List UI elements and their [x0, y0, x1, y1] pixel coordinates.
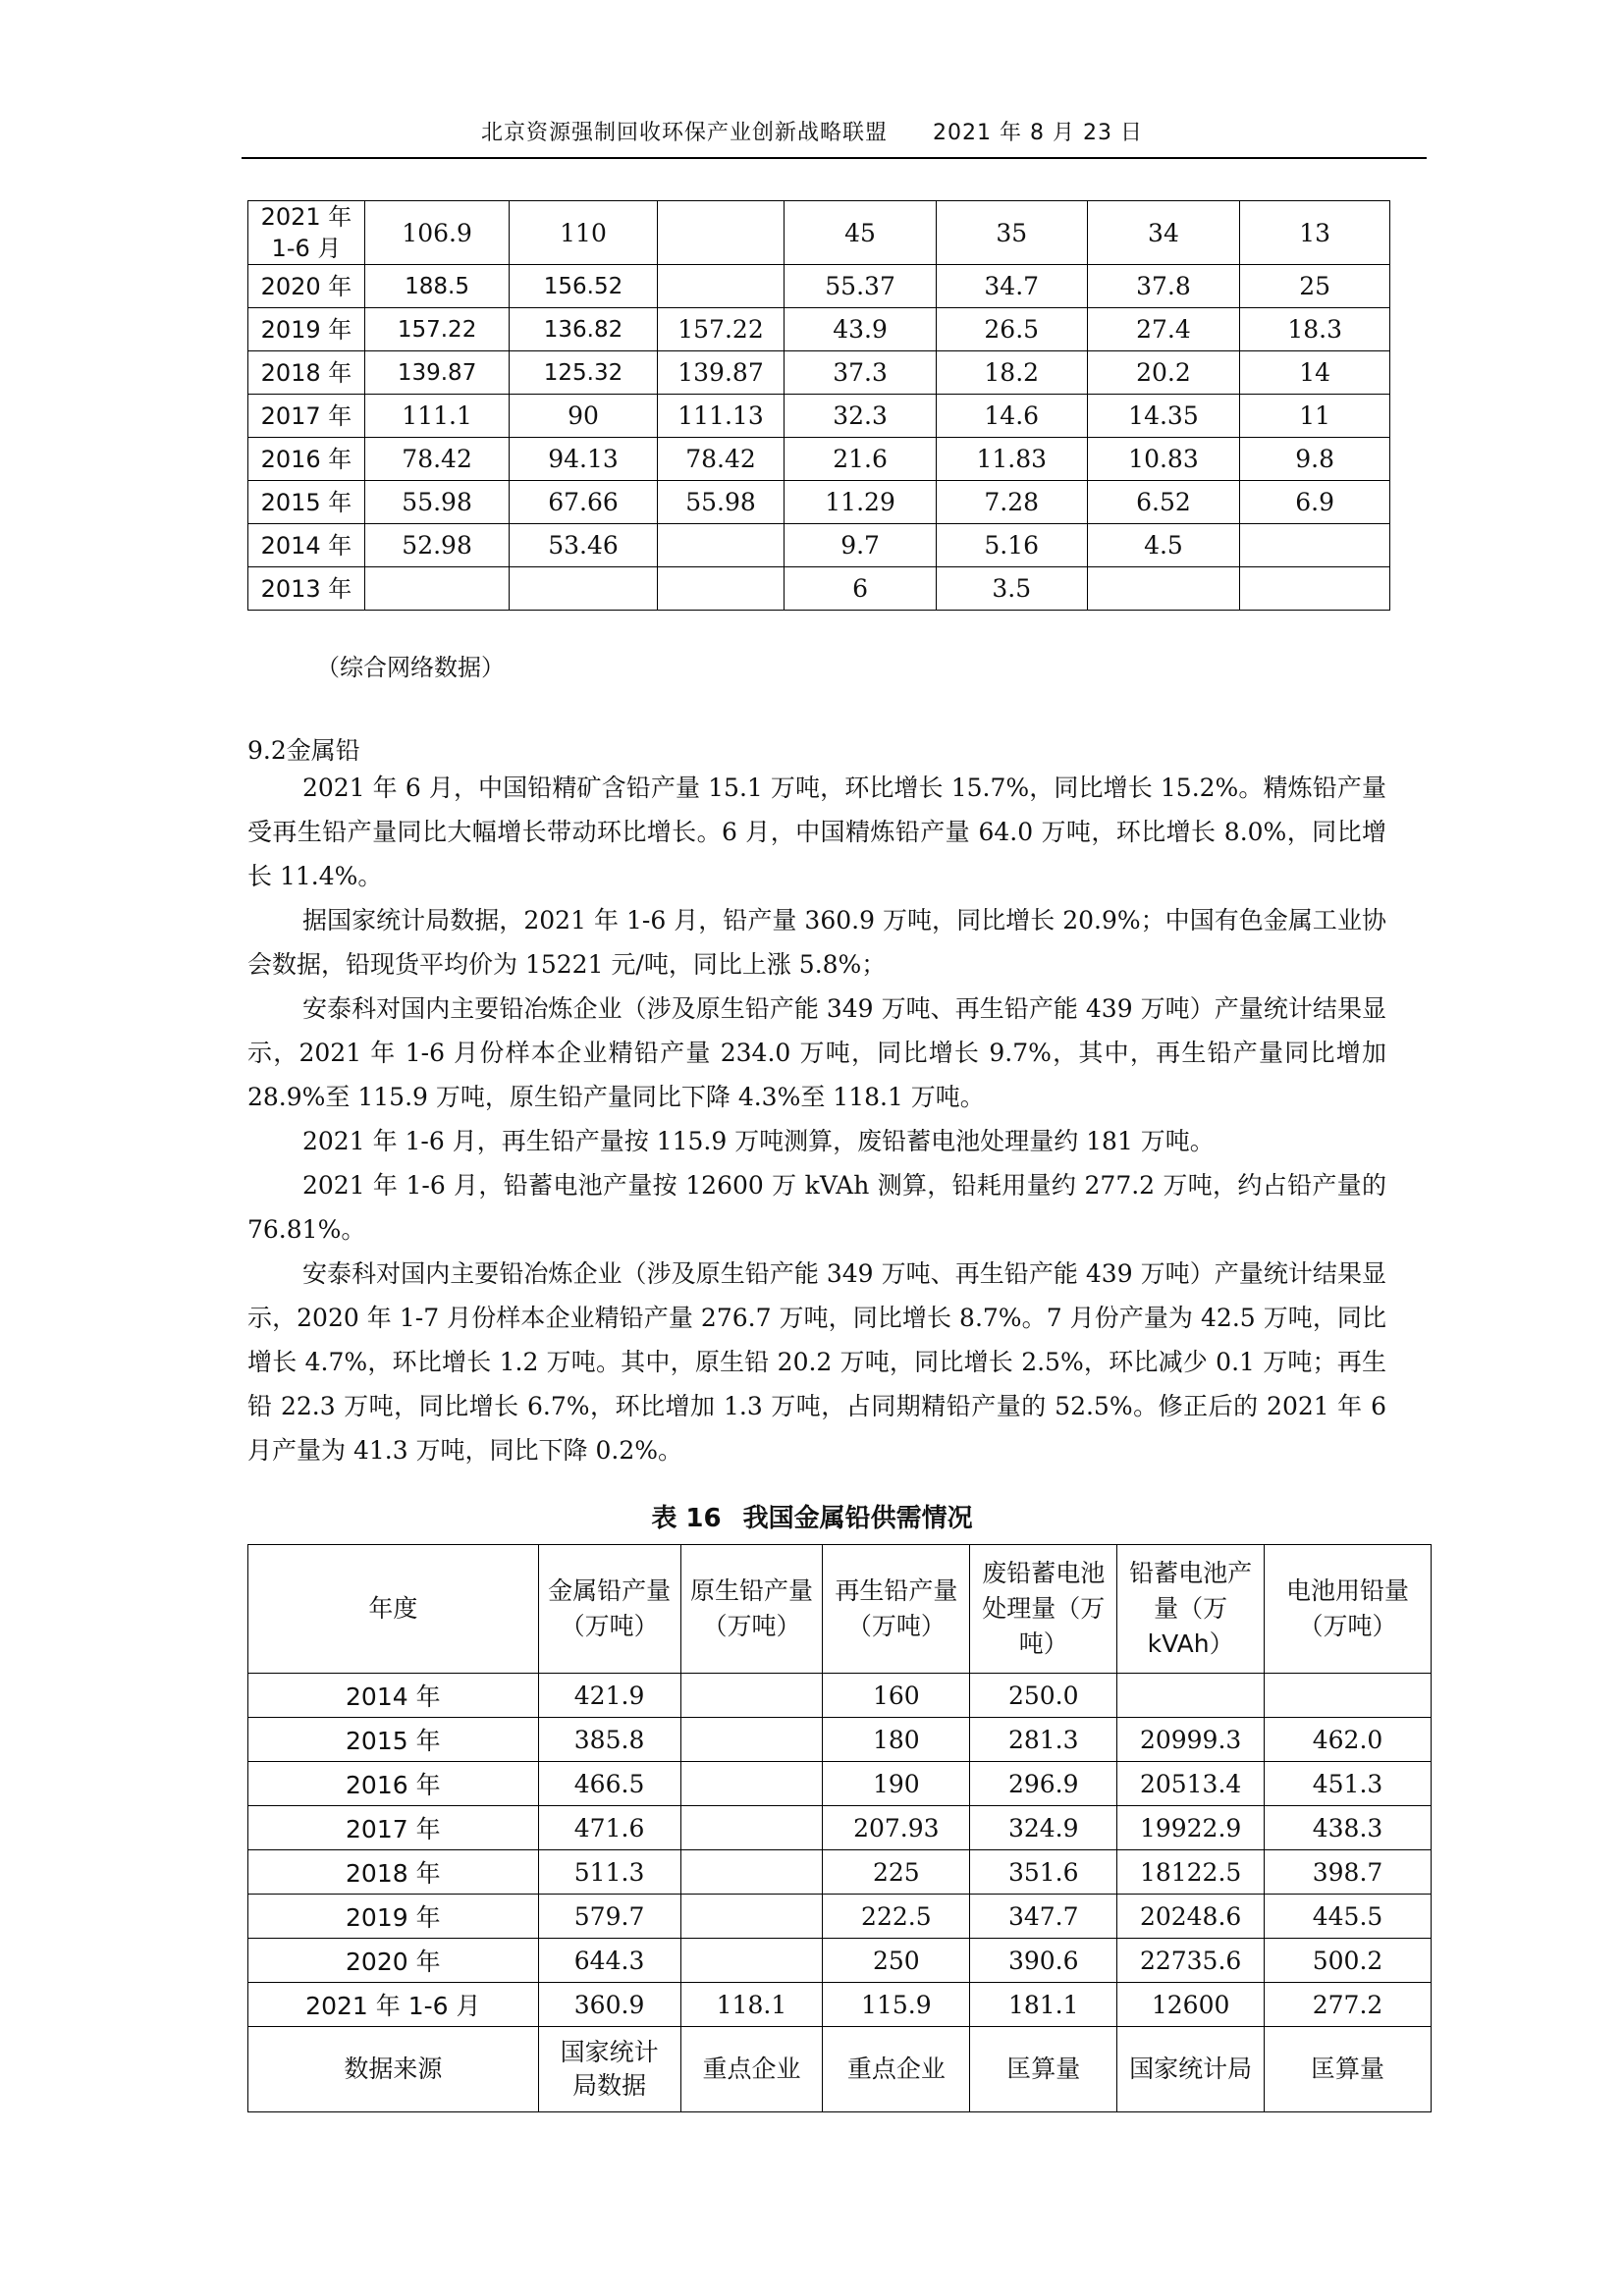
header-divider: [242, 157, 1427, 159]
table-cell: 26.5: [936, 308, 1087, 351]
column-header: 年度: [248, 1545, 539, 1674]
table-row: [248, 481, 1390, 524]
table-row: [248, 201, 1390, 265]
column-header: 原生铅产量（万吨）: [680, 1545, 823, 1674]
table-row: [248, 1850, 1432, 1895]
row-year-cell: 2016 年: [248, 438, 365, 481]
table-cell: 438.3: [1265, 1806, 1432, 1850]
table-cell: 445.5: [1265, 1895, 1432, 1939]
paragraph-2: 据国家统计局数据，2021 年 1-6 月，铅产量 360.9 万吨，同比增长 20.9%；中国有色金属工业协会数据，铅现货平均价为 15221 元/吨，同比上涨 5.8%；: [247, 906, 1386, 979]
source-cell: 国家统计局: [1117, 2027, 1265, 2112]
table-cell: 181.1: [970, 1983, 1117, 2027]
table-cell: 20513.4: [1117, 1762, 1265, 1806]
table-cell: 180: [823, 1718, 970, 1762]
table-cell: 11.83: [936, 438, 1087, 481]
table-cell: 78.42: [364, 438, 509, 481]
table-cell: [510, 567, 658, 611]
table-cell: [680, 1895, 823, 1939]
table-cell: 37.3: [785, 351, 937, 395]
table-cell: 78.42: [657, 438, 784, 481]
table-cell: 360.9: [538, 1983, 680, 2027]
source-cell: 重点企业: [823, 2027, 970, 2112]
table-cell: [1240, 567, 1390, 611]
table-cell: 324.9: [970, 1806, 1117, 1850]
table-cell: 53.46: [510, 524, 658, 567]
column-header: 金属铅产量（万吨）: [538, 1545, 680, 1674]
table-cell: 421.9: [538, 1674, 680, 1718]
table-cell: 250.0: [970, 1674, 1117, 1718]
table-cell: 500.2: [1265, 1939, 1432, 1983]
table-cell: [680, 1674, 823, 1718]
table-cell: 136.82: [510, 308, 658, 351]
table-cell: 157.22: [657, 308, 784, 351]
table-cell: 14.35: [1087, 395, 1240, 438]
table-cell: 125.32: [510, 351, 658, 395]
table-cell: [1240, 524, 1390, 567]
table-cell: 20.2: [1087, 351, 1240, 395]
row-year-cell: 2020 年: [248, 265, 365, 308]
table-cell: [1087, 567, 1240, 611]
table-row: [248, 1762, 1432, 1806]
table-cell: [680, 1762, 823, 1806]
table-cell: 188.5: [364, 265, 509, 308]
table-cell: 37.8: [1087, 265, 1240, 308]
row-year-cell: 2015 年: [248, 481, 365, 524]
table-cell: 21.6: [785, 438, 937, 481]
table-cell: 207.93: [823, 1806, 970, 1850]
table-row: [248, 351, 1390, 395]
table-15-source: （综合网络数据）: [316, 654, 505, 681]
row-year-cell: 2019 年: [248, 308, 365, 351]
table-cell: 110: [510, 201, 658, 265]
header-org: 北京资源强制回收环保产业创新战略联盟: [481, 121, 889, 145]
row-year-cell: 2013 年: [248, 567, 365, 611]
table-cell: 14.6: [936, 395, 1087, 438]
table-cell: 45: [785, 201, 937, 265]
table-cell: 3.5: [936, 567, 1087, 611]
row-year-cell: 2017 年: [248, 1806, 539, 1850]
table-cell: 34.7: [936, 265, 1087, 308]
source-cell: 匡算量: [1265, 2027, 1432, 2112]
table-cell: 4.5: [1087, 524, 1240, 567]
table-cell: [657, 265, 784, 308]
table-cell: 35: [936, 201, 1087, 265]
source-row: [248, 2027, 1432, 2112]
row-year-cell: 2021 年 1-6 月: [248, 201, 365, 265]
table-cell: 18.3: [1240, 308, 1390, 351]
source-label-cell: 数据来源: [248, 2027, 539, 2112]
table-cell: [657, 524, 784, 567]
table-cell: 6: [785, 567, 937, 611]
row-year-cell: 2016 年: [248, 1762, 539, 1806]
table-cell: 9.7: [785, 524, 937, 567]
table-cell: 14: [1240, 351, 1390, 395]
table-cell: 190: [823, 1762, 970, 1806]
row-year-cell: 2018 年: [248, 351, 365, 395]
table-row: [248, 567, 1390, 611]
row-year-cell: 2017 年: [248, 395, 365, 438]
table-cell: 5.16: [936, 524, 1087, 567]
table-cell: 32.3: [785, 395, 937, 438]
page-header: [0, 116, 1624, 146]
row-year-cell: 2014 年: [248, 524, 365, 567]
table-cell: 55.98: [657, 481, 784, 524]
table-cell: 55.37: [785, 265, 937, 308]
table-16-number: 表 16: [651, 1504, 722, 1533]
table-cell: 20248.6: [1117, 1895, 1265, 1939]
table-cell: 55.98: [364, 481, 509, 524]
table-cell: 9.8: [1240, 438, 1390, 481]
table-row: [248, 265, 1390, 308]
paragraph-6: 安泰科对国内主要铅冶炼企业（涉及原生铅产能 349 万吨、再生铅产能 439 万吨）产量统计结果显示，2020 年 1-7 月份样本企业精铅产量 276.7 万吨，同比增长 8.7%。7 月份产量为 42.5 万吨，同比增长 4.7%，环比增长 1.2 万吨。其中，原生铅 20.2 万吨，同比增长 2.5%，环比减少 0.1 万吨；再生铅 22.3 万吨，同比增长 6.7%，环比增加 1.3 万吨，占同期精铅产量的 52.5%。修正后的 2021 年 6 月产量为 41.3 万吨，同比下降 0.2%。: [247, 1259, 1386, 1465]
source-cell: 国家统计局数据: [538, 2027, 680, 2112]
table-cell: [680, 1939, 823, 1983]
table-cell: [657, 201, 784, 265]
table-cell: 466.5: [538, 1762, 680, 1806]
table-cell: 6.9: [1240, 481, 1390, 524]
table-cell: 511.3: [538, 1850, 680, 1895]
paragraph-4: 2021 年 1-6 月，再生铅产量按 115.9 万吨测算，废铅蓄电池处理量约 181 万吨。: [302, 1127, 1215, 1155]
row-year-cell: 2019 年: [248, 1895, 539, 1939]
table-cell: [1265, 1674, 1432, 1718]
table-cell: 118.1: [680, 1983, 823, 2027]
table-cell: 277.2: [1265, 1983, 1432, 2027]
table-cell: 160: [823, 1674, 970, 1718]
table-16-lead-supply-demand: [247, 1544, 1432, 2112]
table-cell: 20999.3: [1117, 1718, 1265, 1762]
column-header: 再生铅产量（万吨）: [823, 1545, 970, 1674]
table-cell: 296.9: [970, 1762, 1117, 1806]
source-cell: 重点企业: [680, 2027, 823, 2112]
row-year-cell: 2015 年: [248, 1718, 539, 1762]
table-cell: 644.3: [538, 1939, 680, 1983]
table-cell: 462.0: [1265, 1718, 1432, 1762]
section-number: 9.2: [247, 736, 287, 765]
table-cell: 157.22: [364, 308, 509, 351]
table-16-caption: [0, 1498, 1624, 1534]
table-cell: [680, 1806, 823, 1850]
table-cell: 52.98: [364, 524, 509, 567]
table-cell: [680, 1850, 823, 1895]
table-row: [248, 1674, 1432, 1718]
table-cell: [657, 567, 784, 611]
paragraph-1: 2021 年 6 月，中国铅精矿含铅产量 15.1 万吨，环比增长 15.7%，同比增长 15.2%。精炼铅产量受再生铅产量同比大幅增长带动环比增长。6 月，中国精炼铅产量 64.0 万吨，环比增长 8.0%，同比增长 11.4%。: [247, 774, 1386, 890]
table-cell: 18.2: [936, 351, 1087, 395]
table-cell: [364, 567, 509, 611]
paragraph-5: 2021 年 1-6 月，铅蓄电池产量按 12600 万 kVAh 测算，铅耗用量约 277.2 万吨，约占铅产量的 76.81%。: [247, 1171, 1386, 1244]
table-cell: 111.1: [364, 395, 509, 438]
table-cell: 281.3: [970, 1718, 1117, 1762]
row-year-cell: 2018 年: [248, 1850, 539, 1895]
table-row: [248, 1895, 1432, 1939]
table-cell: [1117, 1674, 1265, 1718]
section-title: 金属铅: [286, 736, 360, 765]
table-cell: 12600: [1117, 1983, 1265, 2027]
table-cell: 106.9: [364, 201, 509, 265]
table-cell: 139.87: [364, 351, 509, 395]
table-cell: 11: [1240, 395, 1390, 438]
column-header: 电池用铅量（万吨）: [1265, 1545, 1432, 1674]
table-row: [248, 1806, 1432, 1850]
table-cell: 351.6: [970, 1850, 1117, 1895]
table-cell: 579.7: [538, 1895, 680, 1939]
row-year-cell: 2020 年: [248, 1939, 539, 1983]
table-cell: 390.6: [970, 1939, 1117, 1983]
table-cell: 222.5: [823, 1895, 970, 1939]
table-cell: 11.29: [785, 481, 937, 524]
table-cell: 385.8: [538, 1718, 680, 1762]
table-row: [248, 524, 1390, 567]
source-cell: 匡算量: [970, 2027, 1117, 2112]
table-cell: 19922.9: [1117, 1806, 1265, 1850]
table-cell: 18122.5: [1117, 1850, 1265, 1895]
table-row: [248, 1939, 1432, 1983]
row-year-cell: 2014 年: [248, 1674, 539, 1718]
table-cell: 43.9: [785, 308, 937, 351]
table-cell: [680, 1718, 823, 1762]
table-cell: 25: [1240, 265, 1390, 308]
table-cell: 34: [1087, 201, 1240, 265]
table-cell: 13: [1240, 201, 1390, 265]
table-cell: 451.3: [1265, 1762, 1432, 1806]
table-row: [248, 308, 1390, 351]
table-cell: 94.13: [510, 438, 658, 481]
table-15-continued: [247, 200, 1390, 611]
table-cell: 156.52: [510, 265, 658, 308]
paragraph-3: 安泰科对国内主要铅冶炼企业（涉及原生铅产能 349 万吨、再生铅产能 439 万吨）产量统计结果显示，2021 年 1-6 月份样本企业精铅产量 234.0 万吨，同比增长 9.7%，其中，再生铅产量同比增加 28.9%至 115.9 万吨，原生铅产量同比下降 4.3%至 118.1 万吨。: [247, 994, 1386, 1111]
table-cell: 6.52: [1087, 481, 1240, 524]
table-16-title: 我国金属铅供需情况: [742, 1504, 973, 1533]
table-cell: 398.7: [1265, 1850, 1432, 1895]
table-row: [248, 395, 1390, 438]
table-cell: 27.4: [1087, 308, 1240, 351]
table-cell: 22735.6: [1117, 1939, 1265, 1983]
header-date: 2021 年 8 月 23 日: [933, 121, 1143, 145]
table-cell: 115.9: [823, 1983, 970, 2027]
column-header: 废铅蓄电池处理量（万吨）: [970, 1545, 1117, 1674]
section-heading: [247, 731, 360, 767]
table-cell: 67.66: [510, 481, 658, 524]
table-cell: 10.83: [1087, 438, 1240, 481]
table-cell: 471.6: [538, 1806, 680, 1850]
table-cell: 347.7: [970, 1895, 1117, 1939]
table-cell: 111.13: [657, 395, 784, 438]
table-row: [248, 1718, 1432, 1762]
table-cell: 90: [510, 395, 658, 438]
table-cell: 139.87: [657, 351, 784, 395]
row-year-cell: 2021 年 1-6 月: [248, 1983, 539, 2027]
table-row: [248, 1983, 1432, 2027]
table-cell: 250: [823, 1939, 970, 1983]
table-cell: 225: [823, 1850, 970, 1895]
table-cell: 7.28: [936, 481, 1087, 524]
column-header: 铅蓄电池产量（万kVAh）: [1117, 1545, 1265, 1674]
table-row: [248, 438, 1390, 481]
